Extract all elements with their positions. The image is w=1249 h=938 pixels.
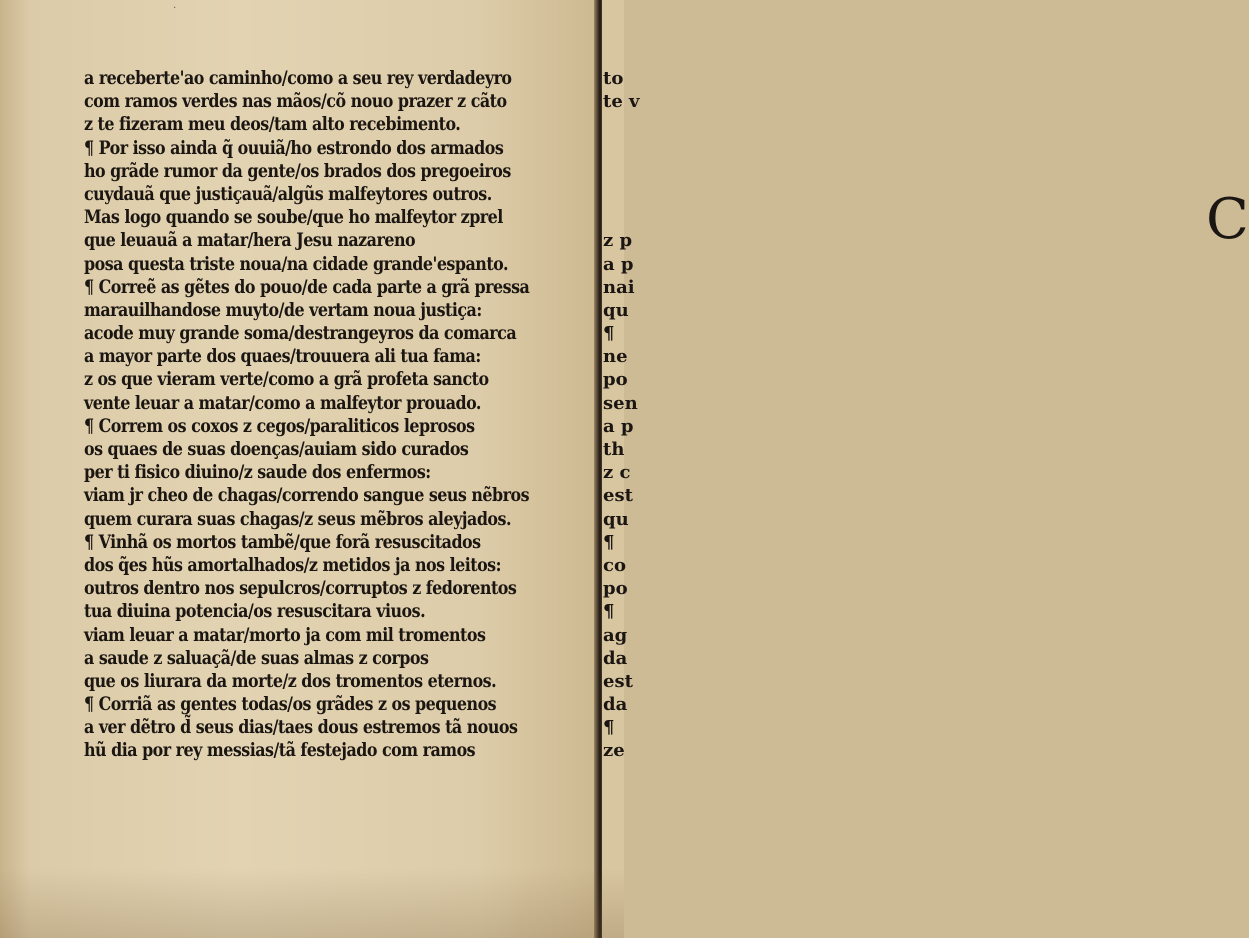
margin-fragment: ag [603, 624, 628, 646]
margin-fragment: z p [603, 230, 633, 252]
text-line: z te fizeram meu deos/tam alto recebimento. [84, 114, 461, 136]
text-line: ¶ Correẽ as gẽtes do pouo/de cada parte a grã pressa [84, 276, 530, 298]
margin-fragment [603, 206, 633, 229]
margin-fragment [603, 183, 633, 206]
margin-fragment: da [603, 647, 628, 669]
text-line: a mayor parte dos quaes/trouuera ali tua fama: [84, 346, 481, 368]
margin-fragment: ¶ [603, 717, 615, 739]
margin-fragment: nai [603, 276, 635, 298]
margin-fragment: ze [603, 740, 625, 762]
text-line: viam leuar a matar/morto ja com mil tromentos [84, 624, 486, 646]
text-line: vente leuar a matar/como a malfeytor prouado. [84, 392, 481, 414]
text-line: posa questa triste noua/na cidade grande'espanto. [84, 253, 509, 275]
margin-fragment: co [603, 554, 626, 576]
text-line: quem curara suas chagas/z seus mẽbros aleyjados. [84, 508, 512, 530]
text-line: dos q̃es hũs amortalhados/z metidos ja nos leitos: [84, 554, 501, 576]
text-line: ¶ Corriã as gentes todas/os grãdes z os pequenos [84, 694, 497, 716]
text-line: a saude z saluaçã/de suas almas z corpos [84, 647, 429, 669]
margin-fragment: est [603, 485, 633, 507]
left-page [0, 0, 598, 938]
text-line: que leuauã a matar/hera Jesu nazareno [84, 230, 416, 252]
text-line: cuydauã que justiçauã/algũs malfeytores outros. [84, 183, 492, 205]
margin-fragment: ¶ [603, 531, 615, 553]
margin-fragment: est [603, 670, 633, 692]
text-line: a receberte'ao caminho/como a seu rey verdadeyro [84, 68, 512, 89]
text-line: os quaes de suas doenças/auiam sido curados [84, 439, 469, 460]
right-page-fragments [603, 67, 640, 763]
margin-fragment: ¶ [603, 601, 615, 623]
text-line: z os que vieram verte/como a grã profeta sancto [84, 369, 489, 391]
text-line: a ver dẽtro d̃ seus dias/taes dous estremos tã nouos [84, 717, 518, 739]
margin-fragment: po [603, 578, 628, 600]
text-line: que os liurara da morte/z dos tromentos eternos. [84, 670, 497, 692]
margin-fragment [603, 113, 633, 136]
text-line: ¶ Vinhã os mortos tambẽ/que forã resuscitados [84, 531, 481, 553]
text-line: tua diuina potencia/os resuscitara viuos. [84, 601, 426, 623]
page-shadow [0, 868, 624, 938]
margin-fragment: te v [603, 91, 640, 113]
text-line: viam jr cheo de chagas/correndo sangue seus nẽbros [84, 485, 530, 507]
text-line: ¶ Por isso ainda q̃ ouuiã/ho estrondo dos armados [84, 137, 504, 159]
body-text [84, 67, 604, 763]
text-line: Mas logo quando se soube/que ho malfeytor zprel [84, 207, 503, 229]
page-top-mark: . [173, 0, 177, 11]
margin-fragment: sen [603, 392, 638, 414]
margin-fragment: z c [603, 462, 631, 484]
margin-fragment: po [603, 369, 628, 391]
text-line: hũ dia por rey messias/tã festejado com ramos [84, 740, 476, 762]
text-line: acode muy grande soma/destrangeyros da comarca [84, 323, 517, 345]
margin-fragment: a p [603, 415, 634, 437]
margin-fragment: ne [603, 346, 628, 368]
margin-fragment: qu [603, 508, 629, 530]
text-line: ¶ Correm os coxos z cegos/paraliticos leprosos [84, 415, 475, 437]
margin-fragment: qu [603, 299, 629, 321]
text-line: marauilhandose muyto/de vertam noua justiça: [84, 299, 482, 321]
margin-fragment: to [603, 68, 624, 89]
margin-fragment: ¶ [603, 323, 615, 345]
text-line: com ramos verdes nas mãos/cõ nouo prazer z cãto [84, 91, 507, 113]
margin-fragment [603, 137, 633, 160]
margin-fragment: a p [603, 253, 634, 275]
margin-fragment [603, 160, 633, 183]
text-line: per ti fisico diuino/z saude dos enfermos: [84, 462, 431, 484]
margin-fragment: da [603, 694, 628, 716]
text-line: outros dentro nos sepulcros/corruptos z fedorentos [84, 578, 517, 600]
decorated-initial: C [1206, 187, 1249, 252]
text-line: ho grãde rumor da gente/os brados dos pregoeiros [84, 160, 511, 182]
margin-fragment: th [603, 439, 625, 460]
